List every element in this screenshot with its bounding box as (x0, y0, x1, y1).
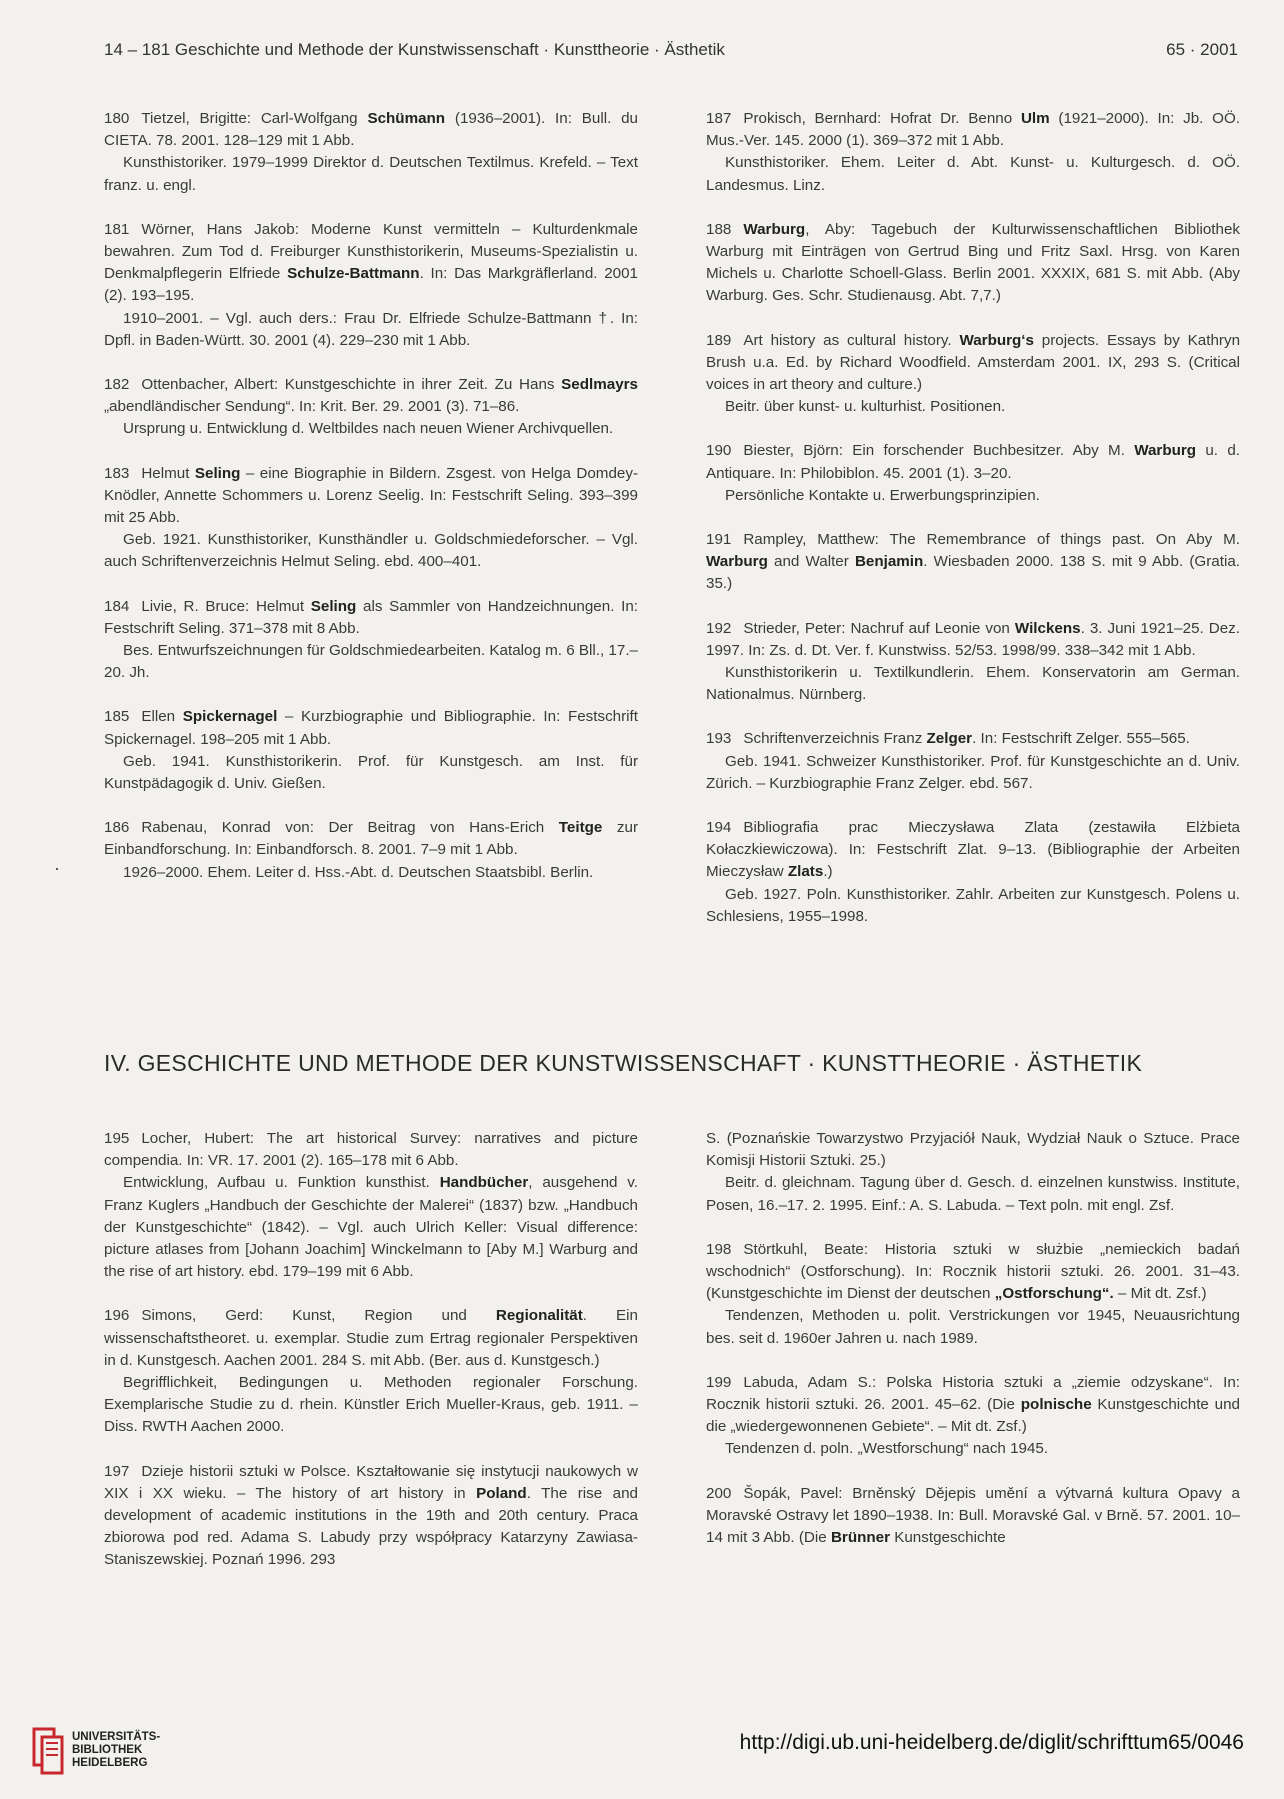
entry-number: 182 (104, 376, 130, 394)
bibliography-entry (706, 219, 1240, 308)
entry-number: 198 (706, 1240, 732, 1258)
entry-annotation: 1926–2000. Ehem. Leiter d. Hss.-Abt. d. Deutschen Staatsbibl. Berlin. (123, 863, 594, 881)
bibliography-entry (104, 706, 638, 795)
indexed-name: Teitge (558, 819, 603, 837)
source-url[interactable]: http://digi.ub.uni-heidelberg.de/diglit/schrifttum65/0046 (739, 1731, 1244, 1754)
bibliography-entry (706, 1128, 1240, 1217)
entry-citation: 200 Šopák, Pavel: Brněnský Dějepis umění a výtvarná kultura Opavy a Moravské Ostravy let 1890–1938. In: Bull. Moravské Gal. v Brně. 57. 2001. 10–14 mit 3 Abb. (Die Brünner Kunstgeschichte (706, 1484, 1240, 1547)
entry-citation: 196 Simons, Gerd: Kunst, Region und Regionalität. Ein wissenschaftstheoret. u. exemplar. Studie zum Ertrag regionaler Perspektiven in d. Kunstgesch. Aachen 2001. 284 S. mit Abb. (Ber. aus d. Kunstgesch.) (104, 1307, 638, 1369)
section-heading: IV. GESCHICHTE UND METHODE DER KUNSTWISSENSCHAFT · KUNSTTHEORIE · ÄSTHETIK (104, 1050, 1143, 1076)
entry-citation: 187 Prokisch, Bernhard: Hofrat Dr. Benno Ulm (1921–2000). In: Jb. OÖ. Mus.-Ver. 145. 2000 (1). 369–372 mit 1 Abb. (706, 110, 1240, 150)
left-column (104, 108, 638, 906)
bibliography-entry (104, 817, 638, 884)
bibliography-entry (706, 1372, 1240, 1461)
indexed-name: Wilckens (1014, 619, 1081, 637)
entry-number: 186 (104, 819, 130, 837)
indexed-name: Warburg (1134, 442, 1197, 460)
entry-number: 200 (706, 1484, 732, 1502)
entry-number: 185 (104, 708, 130, 726)
entry-citation: 191 Rampley, Matthew: The Remembrance of things past. On Aby M. Warburg and Walter Benjamin. Wiesbaden 2000. 138 S. mit 9 Abb. (Gratia. 35.) (706, 531, 1240, 593)
bibliography-entry (104, 1461, 638, 1572)
entry-citation: 181 Wörner, Hans Jakob: Moderne Kunst vermitteln – Kulturdenkmale bewahren. Zum Tod d. Freiburger Kunsthistorikerin, Museums-Spezialistin u. Denkmalpflegerin Elfriede Schulze-Battmann. In: Das Markgräflerland. 2001 (2). 193–195. (104, 220, 638, 305)
bibliography-entry (104, 374, 638, 441)
entry-number: 196 (104, 1307, 130, 1325)
entry-number: 184 (104, 597, 130, 615)
entry-citation: S. (Poznańskie Towarzystwo Przyjaciół Nauk, Wydział Nauk o Sztuce. Prace Komisji Historii Sztuki. 25.) (706, 1130, 1240, 1170)
indexed-name: Regionalität (495, 1307, 583, 1325)
scan-speck (56, 868, 58, 870)
entry-number: 191 (706, 531, 732, 549)
entry-citation: 195 Locher, Hubert: The art historical Survey: narratives and picture compendia. In: VR. 17. 2001 (2). 165–178 mit 6 Abb. (104, 1130, 638, 1170)
entry-citation: 192 Strieder, Peter: Nachruf auf Leonie von Wilckens. 3. Juni 1921–25. Dez. 1997. In: Zs. d. Dt. Ver. f. Kunstwiss. 52/53. 1998/99. 338–342 mit 1 Abb. (706, 619, 1240, 659)
entry-citation: 194 Bibliografia prac Mieczysława Zlata (zestawiła Elżbieta Kołaczkiewiczowa). In: Festschrift Zlat. 9–13. (Bibliographie der Arbeiten Mieczysław Zlats.) (706, 819, 1240, 881)
bibliography-entry (706, 440, 1240, 507)
indexed-name: polnische (1020, 1396, 1092, 1414)
entry-citation: 184 Livie, R. Bruce: Helmut Seling als Sammler von Handzeichnungen. In: Festschrift Seling. 371–378 mit 8 Abb. (104, 597, 638, 637)
bibliography-entry (104, 596, 638, 685)
entry-citation: 193 Schriftenverzeichnis Franz Zelger. In: Festschrift Zelger. 555–565. (706, 730, 1190, 748)
bibliography-entry (706, 330, 1240, 419)
library-name-line1: UNIVERSITÄTS- (72, 1731, 161, 1743)
entry-citation: 180 Tietzel, Brigitte: Carl-Wolfgang Schümann (1936–2001). In: Bull. du CIETA. 78. 2001. 128–129 mit 1 Abb. (104, 110, 638, 150)
entry-annotation: 1910–2001. – Vgl. auch ders.: Frau Dr. Elfriede Schulze-Battmann †. In: Dpfl. in Baden-Württ. 30. 2001 (4). 229–230 mit 1 Abb. (104, 309, 638, 349)
entry-citation: 197 Dzieje historii sztuki w Polsce. Kształtowanie się instytucji naukowych w XIX i XX wieku. – The history of art history in Poland. The rise and development of academic institutions in the 19th and 20th century. Praca zbiorowa pod red. Adama S. Labudy przy współpracy Katarzyny Zawiasa-Staniszewskiej. Poznań 1996. 293 (104, 1462, 638, 1569)
bibliography-entry (706, 108, 1240, 197)
university-library-logo (28, 1725, 68, 1777)
entry-annotation: Kunsthistorikerin u. Textilkundlerin. Ehem. Konservatorin am German. Nationalmus. Nürnberg. (706, 664, 1240, 704)
bold-term: Handbücher (439, 1174, 529, 1192)
entry-annotation: Bes. Entwurfszeichnungen für Goldschmiedearbeiten. Katalog m. 6 Bll., 17.–20. Jh. (104, 642, 638, 682)
bibliography-entry (706, 728, 1240, 795)
entry-number: 180 (104, 110, 130, 127)
entry-citation: 185 Ellen Spickernagel – Kurzbiographie und Bibliographie. In: Festschrift Spickernagel. 198–205 mit 1 Abb. (104, 708, 638, 748)
bibliography-entry (104, 1128, 638, 1283)
entry-citation: 183 Helmut Seling – eine Biographie in Bildern. Zsgest. von Helga Domdey-Knödler, Annette Schommers u. Lorenz Seelig. In: Festschrift Seling. 393–399 mit 25 Abb. (104, 464, 638, 527)
indexed-name: Benjamin (854, 553, 924, 571)
indexed-name: Warburg (743, 220, 806, 238)
bibliography-entry (706, 817, 1240, 928)
bibliography-entry (104, 463, 638, 574)
entry-number: 199 (706, 1373, 732, 1391)
entry-annotation: Tendenzen, Methoden u. polit. Verstrickungen vor 1945, Neuausrichtung bes. seit d. 1960er Jahren u. nach 1989. (706, 1307, 1240, 1347)
bibliography-entry (706, 529, 1240, 596)
entry-annotation: Kunsthistoriker. Ehem. Leiter d. Abt. Kunst- u. Kulturgesch. d. OÖ. Landesmus. Linz. (706, 154, 1240, 194)
library-name (72, 1731, 160, 1770)
entry-citation: 199 Labuda, Adam S.: Polska Historia sztuki a „ziemie odzyskane“. In: Rocznik historii sztuki. 26. 2001. 45–62. (Die polnische Kunstgeschichte und die „wiedergewonnenen Gebiete“. – Mit dt. Zsf.) (706, 1373, 1240, 1436)
indexed-name: Seling (194, 464, 241, 482)
entry-citation: 182 Ottenbacher, Albert: Kunstgeschichte in ihrer Zeit. Zu Hans Sedlmayrs „abendländischer Sendung“. In: Krit. Ber. 29. 2001 (3). 71–86. (104, 376, 638, 416)
running-header-title: 14 – 181 Geschichte und Methode der Kunstwissenschaft · Kunsttheorie · Ästhetik (104, 40, 725, 59)
indexed-name: Brünner (830, 1529, 891, 1547)
indexed-name: Zlats (787, 863, 824, 881)
entry-annotation: Beitr. über kunst- u. kulturhist. Positionen. (725, 398, 1006, 416)
bibliography-entry (706, 618, 1240, 707)
entry-number: 193 (706, 730, 732, 748)
entry-annotation: Entwicklung, Aufbau u. Funktion kunsthist. Handbücher, ausgehend v. Franz Kuglers „Handbuch der Geschichte der Malerei“ (1837) bzw. „Handbuch der Kunstgeschichte“ (1842). – Vgl. auch Ulrich Keller: Visual difference: picture atlases from [Johann Joachim] Winckelmann to [Aby M.] Warburg and the rise of art history. ebd. 179–199 mit 6 Abb. (104, 1174, 638, 1281)
entry-annotation: Tendenzen d. poln. „Westforschung“ nach 1945. (725, 1440, 1049, 1458)
library-name-line3: HEIDELBERG (72, 1757, 148, 1769)
entry-number: 183 (104, 464, 130, 482)
indexed-name: Ulm (1020, 110, 1050, 127)
bibliography-entry (706, 1239, 1240, 1350)
entry-annotation: Ursprung u. Entwicklung d. Weltbildes nach neuen Wiener Archivquellen. (123, 420, 614, 438)
entry-annotation: Kunsthistoriker. 1979–1999 Direktor d. Deutschen Textilmus. Krefeld. – Text franz. u. engl. (104, 154, 638, 194)
entry-number: 192 (706, 619, 732, 637)
indexed-name: Seling (310, 597, 357, 615)
footer (0, 1705, 1284, 1799)
entry-citation: 198 Störtkuhl, Beate: Historia sztuki w służbie „nemieckich badań wschodnich“ (Ostforschung). In: Rocznik historii sztuki. 26. 2001. 31–43. (Kunstgeschichte im Dienst der deutschen „Ostforschung“. – Mit dt. Zsf.) (706, 1240, 1240, 1303)
entry-annotation: Geb. 1921. Kunsthistoriker, Kunsthändler u. Goldschmiedeforscher. – Vgl. auch Schriftenverzeichnis Helmut Seling. ebd. 400–401. (104, 531, 638, 571)
entry-number: 188 (706, 220, 732, 238)
entry-number: 189 (706, 331, 732, 349)
bibliography-entry (706, 1483, 1240, 1550)
entry-number: 195 (104, 1130, 130, 1147)
entry-citation: 188 Warburg, Aby: Tagebuch der Kulturwissenschaftlichen Bibliothek Warburg mit Einträgen von Gertrud Bing und Fritz Saxl. Hrsg. von Karen Michels u. Charlotte Schoell-Glass. Berlin 2001. XXXIX, 681 S. mit Abb. (Aby Warburg. Ges. Schr. Studienausg. Abt. 7,7.) (706, 220, 1240, 305)
indexed-name: „Ostforschung“. (994, 1285, 1114, 1303)
entry-citation: 190 Biester, Björn: Ein forschender Buchbesitzer. Aby M. Warburg u. d. Antiquare. In: Philobiblon. 45. 2001 (1). 3–20. (706, 442, 1240, 482)
entry-number: 187 (706, 110, 732, 127)
entry-number: 190 (706, 442, 732, 460)
indexed-name: Warburg‘s (959, 331, 1034, 349)
entry-annotation: Geb. 1941. Kunsthistorikerin. Prof. für Kunstgesch. am Inst. für Kunstpädagogik d. Univ. Gießen. (104, 752, 638, 793)
library-name-line2: BIBLIOTHEK (72, 1744, 143, 1756)
indexed-name: Spickernagel (182, 708, 278, 726)
entry-number: 197 (104, 1462, 130, 1480)
indexed-name: Poland (476, 1484, 527, 1502)
left-column-2 (104, 1128, 638, 1594)
entry-citation: 186 Rabenau, Konrad von: Der Beitrag von Hans-Erich Teitge zur Einbandforschung. In: Einbandforsch. 8. 2001. 7–9 mit 1 Abb. (104, 819, 638, 859)
entry-annotation: Geb. 1941. Schweizer Kunsthistoriker. Prof. für Kunstgeschichte an d. Univ. Zürich. – Kurzbiographie Franz Zelger. ebd. 567. (706, 752, 1240, 792)
right-column (706, 108, 1240, 950)
entry-annotation: Persönliche Kontakte u. Erwerbungsprinzipien. (725, 486, 1040, 504)
running-header-page: 65 · 2001 (1166, 40, 1238, 59)
indexed-name: Schümann (367, 110, 446, 127)
entry-citation: 189 Art history as cultural history. Warburg‘s projects. Essays by Kathryn Brush u.a. Ed. by Richard Woodfield. Amsterdam 2001. IX, 293 S. (Critical voices in art theory and culture.) (706, 331, 1241, 394)
entry-number: 181 (104, 220, 130, 238)
indexed-name: Sedlmayrs (561, 376, 638, 394)
entry-number: 194 (706, 819, 732, 837)
entry-annotation: Begrifflichkeit, Bedingungen u. Methoden regionaler Forschung. Exemplarische Studie zu d. rhein. Künstler Erich Mueller-Kraus, geb. 1911. – Diss. RWTH Aachen 2000. (104, 1374, 638, 1436)
indexed-name: Zelger (926, 730, 973, 748)
indexed-name: Schulze-Battmann (287, 265, 420, 283)
entry-annotation: Beitr. d. gleichnam. Tagung über d. Gesch. d. einzelnen kunstwiss. Institute, Posen, 16.–17. 2. 1995. Einf.: A. S. Labuda. – Text poln. mit engl. Zsf. (706, 1174, 1240, 1214)
entry-annotation: Geb. 1927. Poln. Kunsthistoriker. Zahlr. Arbeiten zur Kunstgesch. Polens u. Schlesiens, 1955–1998. (706, 885, 1240, 925)
indexed-name: Warburg (706, 553, 768, 571)
bibliography-entry (104, 108, 638, 197)
bibliography-entry (104, 219, 638, 352)
bibliography-entry (104, 1305, 638, 1438)
right-column-2 (706, 1128, 1240, 1571)
